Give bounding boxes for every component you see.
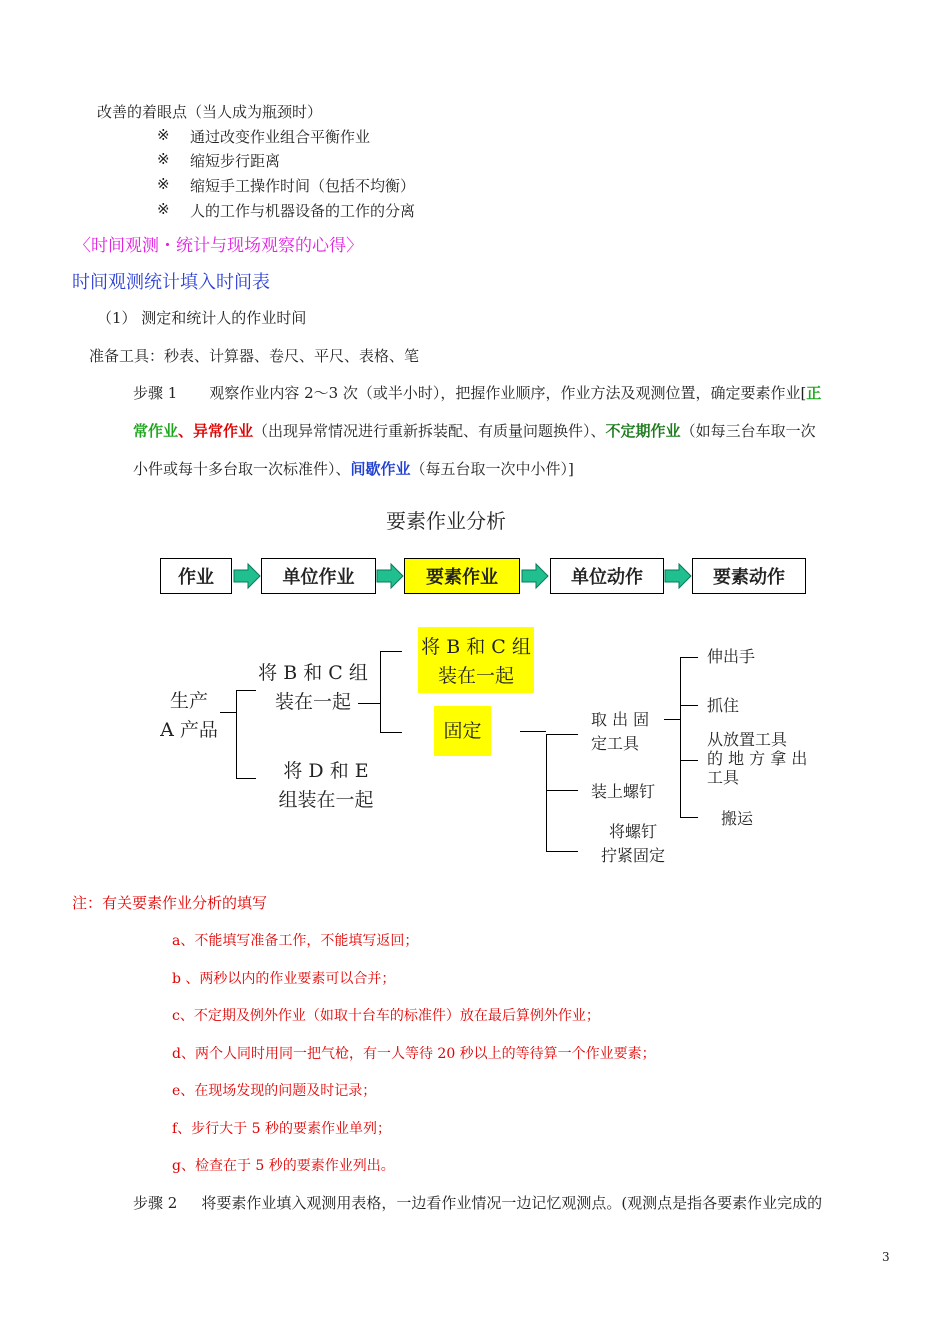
note-item-a: a、不能填写准备工作，不能填写返回； — [172, 933, 419, 949]
tools-line: 准备工具：秒表、计算器、卷尺、平尺、表格、笔 — [89, 347, 420, 365]
intermittent-work-label: 间歇作业 — [350, 460, 411, 478]
reference-mark: ※ — [157, 126, 170, 144]
flow-box-unit-operation: 单位作业 — [261, 558, 376, 594]
step-2-label: 步骤 2 — [133, 1194, 178, 1212]
diagram-title: 要素作业分析 — [386, 509, 506, 533]
note-item-e: e、在现场发现的问题及时记录； — [172, 1083, 377, 1099]
tree-node-grasp: 抓住 — [707, 696, 740, 715]
step-2-line — [133, 1192, 822, 1213]
tree-connector — [546, 734, 578, 735]
tree-node-tighten-screw: 将螺钉 拧紧固定 — [601, 822, 666, 865]
tree-node-assemble-bc: 将 B 和 C 组 装在一起 — [258, 662, 368, 713]
improvement-point-4: 人的工作与机器设备的工作的分离 — [190, 202, 416, 220]
tree-node-transport: 搬运 — [721, 809, 754, 828]
tree-connector — [546, 851, 578, 852]
improvement-point-2: 缩短步行距离 — [190, 152, 281, 170]
flow-arrow-icon — [233, 562, 261, 590]
flow-box-element-motion: 要素动作 — [692, 558, 806, 594]
flow-arrow-icon — [376, 562, 404, 590]
tree-connector — [546, 734, 547, 852]
observation-tips-heading: 〈时间观测・统计与现场观察的心得〉 — [74, 236, 363, 256]
tree-connector — [520, 731, 546, 732]
flow-box-operation: 作业 — [160, 558, 232, 594]
flow-box-element-operation: 要素作业 — [404, 558, 520, 594]
note-item-b: b 、两秒以内的作业要素可以合并； — [172, 971, 396, 987]
section-1-heading: （1） 测定和统计人的作业时间 — [97, 309, 307, 327]
abnormal-work-label: 、异常作业 — [178, 422, 254, 440]
tree-connector — [358, 703, 380, 704]
tree-connector — [236, 778, 256, 779]
tree-node-assemble-de: 将 D 和 E 组装在一起 — [278, 760, 374, 811]
step-1-line-1 — [133, 382, 821, 403]
step-2-text: 将要素作业填入观测用表格，一边看作业情况一边记忆观测点。(观测点是指各要素作业完成的 — [201, 1194, 823, 1212]
reference-mark: ※ — [157, 150, 170, 168]
improvement-point-3: 缩短手工操作时间（包括不均衡） — [190, 177, 416, 195]
step-1-text: 观察作业内容 2～3 次（或半小时），把握作业顺序，作业方法及观测位置，确定要素作业[ — [209, 384, 807, 402]
intermittent-work-desc: （每五台取一次中小件）] — [410, 460, 574, 478]
note-item-d: d、两个人同时用同一把气枪，有一人等待 20 秒以上的等待算一个作业要素； — [172, 1046, 656, 1062]
time-table-heading: 时间观测统计填入时间表 — [72, 272, 270, 293]
normal-work-label-end: 常作业 — [133, 422, 179, 440]
tree-connector — [380, 732, 402, 733]
note-item-c: c、不定期及例外作业（如取十台车的标准件）放在最后算例外作业； — [172, 1008, 600, 1024]
tree-connector — [664, 719, 680, 720]
tree-connector — [546, 790, 578, 791]
tree-root-node: 生产 A 产品 — [160, 690, 218, 741]
note-item-g: g、检查在于 5 秒的要素作业列出。 — [172, 1158, 395, 1174]
normal-work-label-start: 正 — [806, 384, 822, 402]
note-item-f: f、步行大于 5 秒的要素作业单列； — [172, 1121, 391, 1137]
tree-connector — [680, 657, 681, 818]
tree-connector — [680, 760, 698, 761]
improvement-points-title: 改善的着眼点（当人成为瓶颈时） — [97, 103, 323, 121]
reference-mark: ※ — [157, 175, 170, 193]
tree-connector — [680, 705, 698, 706]
tree-connector — [680, 817, 698, 818]
tree-connector — [236, 690, 237, 778]
improvement-point-1: 通过改变作业组合平衡作业 — [190, 128, 371, 146]
tree-node-take-tool: 取 出 固 定工具 — [591, 710, 650, 753]
tree-node-pick-tool: 从放置工具 的 地 方 拿 出 工具 — [707, 730, 808, 787]
tree-node-element-assemble-bc: 将 B 和 C 组 装在一起 — [421, 636, 531, 687]
step-1-line-3 — [133, 458, 574, 479]
tree-node-attach-screw: 装上螺钉 — [591, 782, 656, 801]
notes-title: 注：有关要素作业分析的填写 — [72, 894, 268, 912]
page-number: 3 — [882, 1250, 890, 1264]
step-1-line-2 — [133, 420, 816, 441]
reference-mark: ※ — [157, 200, 170, 218]
tree-node-element-fix: 固定 — [443, 720, 482, 742]
abnormal-work-desc: （出现异常情况进行重新拆装配、有质量问题换件）、 — [253, 422, 606, 440]
irregular-work-desc-cont: 小件或每十多台取一次标准件）、 — [133, 460, 351, 478]
tree-connector — [680, 657, 698, 658]
flow-arrow-icon — [664, 562, 692, 590]
tree-connector — [380, 651, 381, 733]
irregular-work-desc: （如每三台车取一次 — [680, 422, 816, 440]
flow-box-unit-motion: 单位动作 — [550, 558, 664, 594]
tree-node-reach-hand: 伸出手 — [707, 647, 756, 666]
tree-connector — [380, 651, 402, 652]
tree-connector — [220, 712, 236, 713]
step-1-label: 步骤 1 — [133, 384, 178, 402]
flow-arrow-icon — [521, 562, 549, 590]
irregular-work-label: 不定期作业 — [605, 422, 681, 440]
